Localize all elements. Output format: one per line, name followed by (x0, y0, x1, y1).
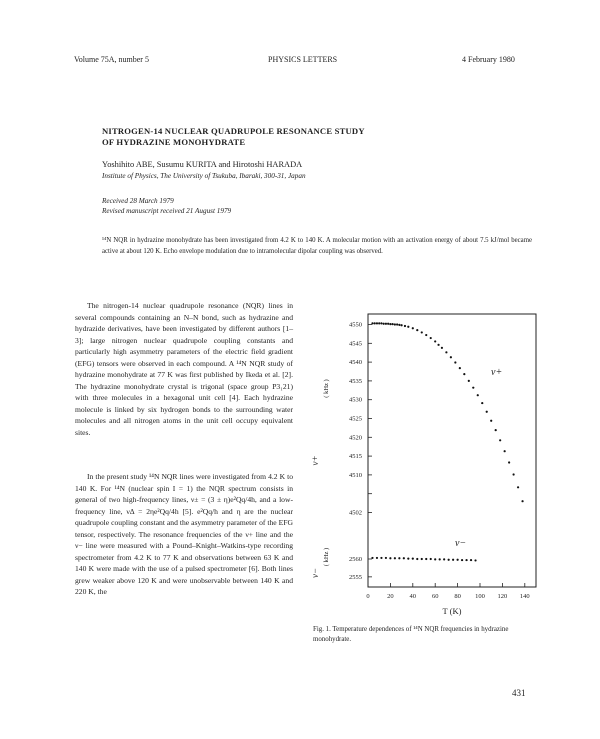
x-tick-label: 140 (519, 593, 530, 600)
data-point (504, 450, 506, 452)
data-point (392, 323, 394, 325)
data-point (412, 558, 414, 560)
data-point (452, 559, 454, 561)
data-point (470, 559, 472, 561)
data-point (380, 557, 382, 559)
y-tick-label: 4530 (349, 396, 362, 404)
data-point (508, 461, 510, 463)
x-tick-label: 20 (387, 593, 394, 600)
title-line-2: OF HYDRAZINE MONOHYDRATE (102, 137, 246, 147)
data-point (445, 351, 447, 353)
data-point (472, 387, 474, 389)
y-tick-label: 4540 (349, 359, 362, 367)
authors: Yoshihito ABE, Susumu KURITA and Hirotoshi HARADA (102, 160, 303, 169)
y-tick-label: 2560 (349, 556, 362, 563)
x-tick-label: 60 (431, 593, 439, 600)
body-paragraph-2: In the present study ¹⁴N NQR lines were investigated from 4.2 K to 140 K. For ¹⁴N (nuclear spin I = 1) the NQR spectrum consists in general of two high-frequency lines, ν± = (3 ± η)e²Qq/4h, and a low-frequency line, νΔ = 2ηe²Qq/4h [5]. e²Qq/h and η are the nuclear quadrupole coupling constant and the asymmetry parameter of the EFG tensor, respectively. The resonance frequencies of the ν+ line and the ν− line were measured with a Pound–Knight–Watkins-type recording spectrometer from 4.2 K to 77 K and observations between 63 K and 140 K were made with the use of a pulsed spectrometer [6]. Both lines grew weaker above 120 K and were unobservable between 140 K and 220 K, the (75, 472, 293, 597)
x-tick-label: 100 (475, 593, 485, 600)
affiliation: Institute of Physics, The University of Tsukuba, Ibaraki, 300-31, Japan (102, 172, 306, 180)
data-point (383, 323, 385, 325)
received-date: Received 28 March 1979 (102, 197, 174, 205)
data-point (371, 557, 373, 559)
figure-caption: Fig. 1. Temperature dependences of ¹⁴N NQR frequencies in hydrazine monohydrate. (313, 626, 509, 643)
title-line-1: NITROGEN-14 NUCLEAR QUADRUPOLE RESONANCE STUDY (102, 126, 365, 136)
x-tick-label: 0 (366, 593, 370, 600)
data-point (463, 373, 465, 375)
data-point (421, 558, 423, 560)
data-point (380, 322, 382, 324)
x-tick-label: 120 (497, 593, 508, 600)
y-axis-label: ν− (310, 567, 320, 579)
y-tick-label: 4502 (349, 509, 362, 517)
data-point (378, 322, 380, 324)
series-label: ν− (455, 538, 467, 549)
x-tick-label: 40 (409, 593, 417, 600)
data-point (425, 558, 427, 560)
data-point (394, 323, 396, 325)
data-point (437, 344, 439, 346)
data-point (457, 559, 459, 561)
data-point (416, 329, 418, 331)
y-tick-label: 4550 (349, 321, 362, 329)
data-point (461, 559, 463, 561)
data-point (394, 557, 396, 559)
data-point (448, 559, 450, 561)
data-point (443, 558, 445, 560)
data-point (398, 557, 400, 559)
series-label: ν+ (491, 367, 503, 378)
data-point (495, 429, 497, 431)
y-tick-label: 4515 (349, 453, 362, 461)
abstract: ¹⁴N NQR in hydrazine monohydrate has been investigated from 4.2 K to 140 K. A molecular motion with an activation energy of about 7.5 kJ/mol became active at about 120 K. Echo envelope modulation due to intramolecular dipolar coupling was observed. (102, 237, 532, 255)
data-point (468, 380, 470, 382)
data-point (396, 323, 398, 325)
y-tick-label: 4510 (349, 471, 362, 479)
data-point (425, 334, 427, 336)
y-axis-label: ν+ (310, 455, 320, 466)
data-point (450, 356, 452, 358)
data-point (389, 323, 391, 325)
page-number: 431 (512, 688, 526, 698)
data-point (376, 557, 378, 559)
data-point (385, 557, 387, 559)
data-point (385, 323, 387, 325)
data-point (439, 558, 441, 560)
data-point (387, 323, 389, 325)
revised-date: Revised manuscript received 21 August 1979 (102, 207, 232, 215)
header-journal: PHYSICS LETTERS (268, 55, 338, 64)
data-point (459, 367, 461, 369)
data-point (371, 322, 373, 324)
data-point (481, 402, 483, 404)
data-point (517, 486, 519, 488)
y-axis-unit: ( kHz ) (323, 547, 330, 567)
y-axis-unit: ( kHz ) (323, 379, 330, 398)
data-point (477, 394, 479, 396)
data-point (434, 340, 436, 342)
received-dates (102, 196, 231, 216)
data-point (389, 557, 391, 559)
plot-frame (368, 314, 536, 587)
data-point (490, 420, 492, 422)
data-point (401, 324, 403, 326)
header-date: 4 February 1980 (462, 55, 515, 64)
data-point (403, 557, 405, 559)
data-point (513, 473, 515, 475)
data-point (486, 411, 488, 413)
data-point (407, 326, 409, 328)
data-point (430, 337, 432, 339)
x-tick-label: 80 (454, 593, 461, 600)
data-point (412, 327, 414, 329)
data-point (407, 558, 409, 560)
data-point (499, 439, 501, 441)
y-tick-label: 4545 (349, 340, 362, 348)
data-point (416, 558, 418, 560)
data-point (434, 558, 436, 560)
x-axis-label: T (K) (442, 606, 462, 616)
data-point (465, 559, 467, 561)
data-point (374, 322, 376, 324)
data-point (404, 325, 406, 327)
header-volume: Volume 75A, number 5 (74, 55, 149, 64)
data-point (474, 559, 476, 561)
data-point (430, 558, 432, 560)
data-point (441, 347, 443, 349)
data-point (376, 322, 378, 324)
data-point (398, 324, 400, 326)
figure-1-chart (308, 312, 540, 617)
data-point (454, 361, 456, 363)
data-point (521, 500, 523, 502)
article-title (102, 126, 365, 148)
y-tick-label: 4525 (349, 415, 362, 423)
y-tick-label: 2555 (349, 573, 362, 581)
body-paragraph-1: The nitrogen-14 nuclear quadrupole resonance (NQR) lines in several compounds containing an N–N bond, such as hydrazine and hydrazide derivatives, have been investigated by different authors [1–3]; large nitrogen nuclear quadrupole coupling constants and particularly high asymmetry parameters of the electric field gradient (EFG) tensors were observed in each compound. A ¹⁴N NQR study of hydrazine monohydrate at 77 K was first published by Ikeda et al. [2]. The hydrazine monohydrate crystal is trigonal (space group P3₁21) with three molecules in a hexagonal unit cell [4]. Each hydrazine molecule is linked by six hydrogen bonds to the surrounding water molecules and all nitrogen atoms in the unit cell occupy equivalent sites. (75, 301, 293, 438)
y-tick-label: 4535 (349, 377, 362, 385)
y-tick-label: 4520 (349, 434, 362, 442)
data-point (421, 331, 423, 333)
